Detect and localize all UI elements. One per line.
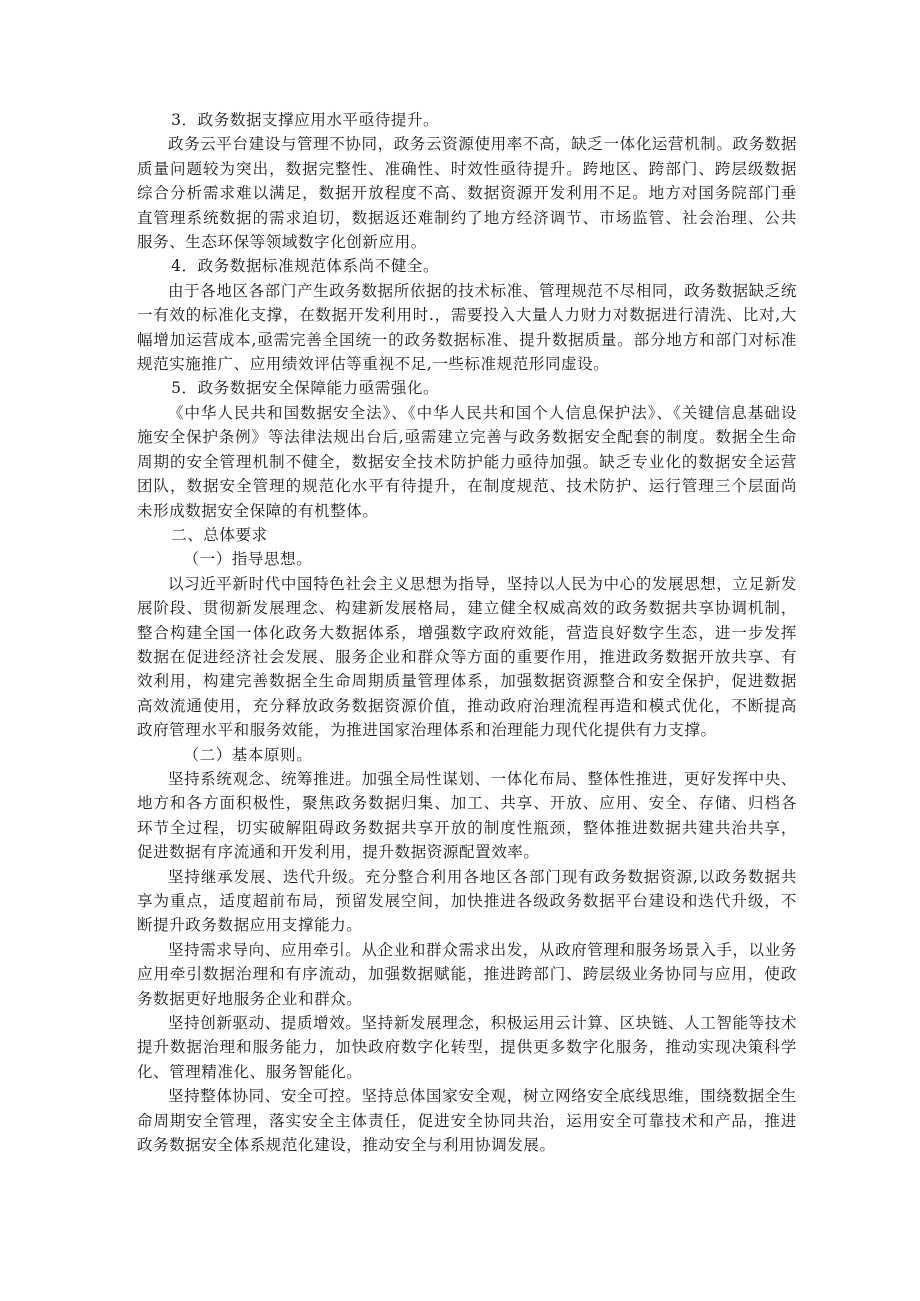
paragraph: 坚持整体协同、安全可控。坚持总体国家安全观，树立网络安全底线思维，围绕数据全生命周期安全管理，落实安全主体责任，促进安全协同共治，运用安全可靠技术和产品，推进政务数据安全体系规范化建设，推动安全与利用协调发展。	[137, 1087, 797, 1155]
document-body	[137, 108, 797, 1157]
paragraph: 坚持需求导向、应用牵引。从企业和群众需求出发，从政府管理和服务场景入手，以业务应用牵引数据治理和有序流动，加强数据赋能，推进跨部门、跨层级业务协同与应用，使政务数据更好地服务企业和群众。	[137, 940, 797, 1008]
paragraph: 由于各地区各部门产生政务数据所依据的技术标准、管理规范不尽相同，政务数据缺乏统一有效的标准化支撑，在数据开发利用时.，需要投入大量人力财力对数据进行清洗、比对,大幅增加运营成本,亟需完善全国统一的政务数据标准、提升数据质量。部分地方和部门对标准规范实施推广、应用绩效评估等重视不足,一些标准规范形同虚设。	[137, 281, 797, 374]
section-heading-5: 5．政务数据安全保障能力亟需强化。	[171, 379, 440, 398]
paragraph: 坚持创新驱动、提质增效。坚持新发展理念，积极运用云计算、区块链、人工智能等技术提升数据治理和服务能力，加快政府数字化转型，提供更多数字化服务，推动实现决策科学化、管理精准化、服务智能化。	[137, 1014, 797, 1081]
chapter-heading-overall-requirements: 二、总体要求	[171, 525, 268, 544]
paragraph: 坚持继承发展、迭代升级。充分整合利用各地区各部门现有政务数据资源,以政务数据共享为重点，适度超前布局，预留发展空间，加快推进各级政务数据平台建设和迭代升级，不断提升政务数据应用支撑能力。	[137, 867, 797, 935]
paragraph: 政务云平台建设与管理不协同，政务云资源使用率不高，缺乏一体化运营机制。政务数据质量问题较为突出，数据完整性、准确性、时效性亟待提升。跨地区、跨部门、跨层级数据综合分析需求难以满足，数据开放程度不高、数据资源开发利用不足。地方对国务院部门垂直管理系统数据的需求迫切，数据返还难制约了地方经济调节、市场监管、社会治理、公共服务、生态环保等领域数字化创新应用。	[137, 135, 797, 252]
section-heading-4: 4．政务数据标准规范体系尚不健全。	[171, 257, 440, 276]
paragraph: 坚持系统观念、统筹推进。加强全局性谋划、一体化布局、整体性推进，更好发挥中央、地方和各方面积极性，聚焦政务数据归集、加工、共享、开放、应用、安全、存储、归档各环节全过程，切实破解阻碍政务数据共享开放的制度性瓶颈，整体推进数据共建共治共享，促进数据有序流通和开发利用，提升数据资源配置效率。	[137, 769, 797, 862]
subheading-basic-principles: （二）基本原则。	[183, 745, 313, 764]
paragraph: 以习近平新时代中国特色社会主义思想为指导，坚持以人民为中心的发展思想，立足新发展阶段、贯彻新发展理念、构建新发展格局，建立健全权威高效的政务数据共享协调机制，整合构建全国一体化政务大数据体系，增强数字政府效能，营造良好数字生态，进一步发挥数据在促进经济社会发展、服务企业和群众等方面的重要作用，推进政务数据开放共享、有效利用，构建完善数据全生命周期质量管理体系，加强数据资源整合和安全保护，促进数据高效流通使用，充分释放政务数据资源价值，推动政府治理流程再造和模式优化，不断提高政府管理水平和服务效能，为推进国家治理体系和治理能力现代化提供有力支撑。	[137, 574, 797, 740]
section-heading-3: 3．政务数据支撑应用水平亟待提升。	[171, 111, 440, 129]
paragraph: 《中华人民共和国数据安全法》、《中华人民共和国个人信息保护法》、《关键信息基础设施安全保护条例》等法律法规出台后,亟需建立完善与政务数据安全配套的制度。数据全生命周期的安全管理机制不健全，数据安全技术防护能力亟待加强。缺乏专业化的数据安全运营团队，数据安全管理的规范化水平有待提升，在制度规范、技术防护、运行管理三个层面尚未形成数据安全保障的有机整体。	[137, 403, 797, 520]
subheading-guiding-ideology: （一）指导思想。	[183, 550, 313, 569]
